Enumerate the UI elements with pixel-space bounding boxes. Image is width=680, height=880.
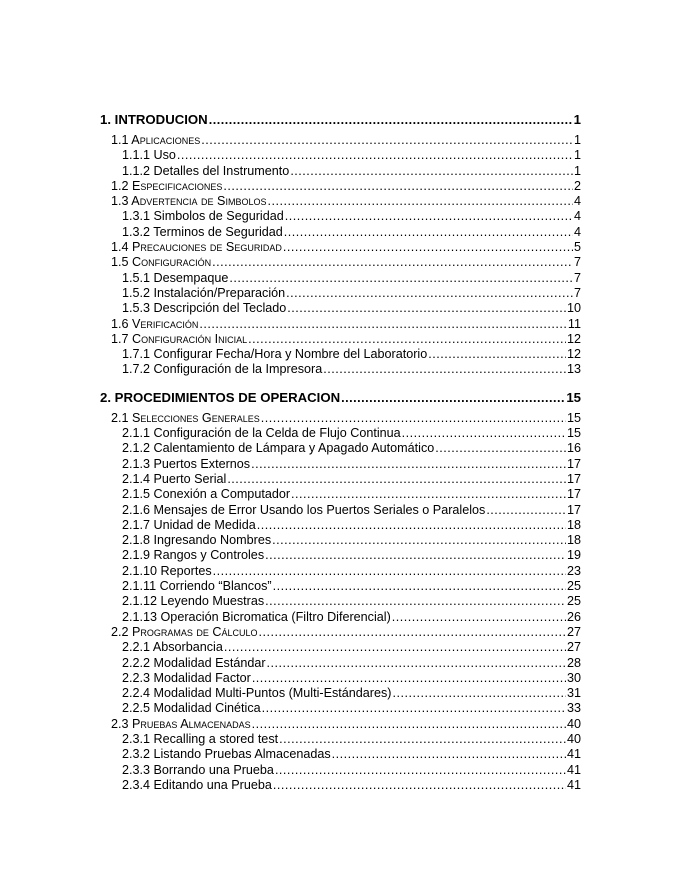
toc-subsection xyxy=(100,594,581,609)
toc-dot-leader xyxy=(213,564,566,579)
toc-page-number: 27 xyxy=(566,640,581,655)
toc-dot-leader xyxy=(285,209,573,224)
toc-dot-leader xyxy=(209,111,573,129)
toc-subsection xyxy=(100,472,581,487)
toc-dot-leader xyxy=(229,271,573,286)
toc-page-number: 17 xyxy=(566,471,581,486)
toc-dot-leader xyxy=(486,503,566,518)
toc-dot-leader xyxy=(332,747,566,762)
toc-entry-title: 1.7.2 Configuración de la Impresora xyxy=(122,362,323,377)
toc-entry-title: 2.1.7 Unidad de Medida xyxy=(122,517,256,532)
toc-page-number: 1 xyxy=(573,133,581,147)
toc-entry-title: 1.4 Precauciones de Seguridad xyxy=(111,240,282,255)
toc-subsection xyxy=(100,778,581,793)
toc-subsection xyxy=(100,579,581,594)
toc-entry-title: 1.2 Especificaciones xyxy=(111,178,223,193)
toc-section xyxy=(100,717,581,732)
toc-entry-title: 2.2.5 Modalidad Cinética xyxy=(122,701,261,716)
toc-subsection xyxy=(100,747,581,762)
toc-dot-leader xyxy=(287,301,566,316)
toc-entry-title: 2.1.8 Ingresando Nombres xyxy=(122,533,272,548)
toc-page-number: 26 xyxy=(566,609,581,624)
toc-dot-leader xyxy=(428,347,566,362)
toc-page-number: 41 xyxy=(566,777,581,792)
toc-page-number: 16 xyxy=(566,441,581,456)
toc-page-number: 1 xyxy=(573,148,581,163)
toc-entry-title: 2.1.6 Mensajes de Error Usando los Puertos Seriales o Paralelos xyxy=(122,502,486,517)
toc-subsection xyxy=(100,347,581,362)
toc-subsection xyxy=(100,686,581,701)
toc-page-number: 31 xyxy=(566,686,581,701)
toc-subsection xyxy=(100,732,581,747)
toc-page-number: 41 xyxy=(566,747,581,762)
toc-subsection xyxy=(100,610,581,625)
toc-dot-leader xyxy=(177,148,573,163)
toc-section xyxy=(100,317,581,332)
toc-entry-title: 1.1 Aplicaciones xyxy=(111,133,201,147)
toc-page-number: 40 xyxy=(566,716,581,731)
toc-page-number: 17 xyxy=(566,487,581,502)
toc-dot-leader xyxy=(392,610,566,625)
toc-dot-leader xyxy=(223,179,573,194)
toc-entry-title: 2.3 Pruebas Almacenadas xyxy=(111,716,251,731)
toc-section xyxy=(100,255,581,270)
toc-subsection xyxy=(100,426,581,441)
toc-dot-leader xyxy=(290,164,573,179)
toc-subsection xyxy=(100,164,581,179)
toc-page-number: 7 xyxy=(573,270,581,285)
toc-subsection xyxy=(100,209,581,224)
toc-subsection xyxy=(100,671,581,686)
toc-dot-leader xyxy=(262,701,566,716)
toc-page-number: 11 xyxy=(567,316,581,331)
toc-subsection xyxy=(100,286,581,301)
toc-dot-leader xyxy=(267,194,573,209)
toc-dot-leader xyxy=(227,472,566,487)
toc-subsection xyxy=(100,701,581,716)
toc-page-number: 17 xyxy=(566,456,581,471)
toc-entry-title: 2.2.2 Modalidad Estándar xyxy=(122,655,266,670)
toc-page-number: 10 xyxy=(566,301,581,316)
toc-subsection xyxy=(100,301,581,316)
toc-page-number: 15 xyxy=(566,389,581,405)
toc-entry-title: 2.1.11 Corriendo “Blancos” xyxy=(122,579,272,594)
toc-dot-leader xyxy=(257,518,566,533)
toc-page-number: 15 xyxy=(566,410,581,425)
toc-dot-leader xyxy=(402,426,566,441)
toc-page-number: 5 xyxy=(573,240,581,255)
toc-dot-leader xyxy=(252,671,566,686)
toc-page-number: 1 xyxy=(573,112,581,127)
toc-dot-leader xyxy=(259,625,566,640)
toc-entry-title: 2.3.4 Editando una Prueba xyxy=(122,777,272,792)
toc-dot-leader xyxy=(284,225,573,240)
toc-entry-title: 1.1.1 Uso xyxy=(122,148,176,163)
toc-entry-title: 2. PROCEDIMIENTOS DE OPERACION xyxy=(100,389,341,405)
toc-chapter xyxy=(100,111,581,129)
toc-section xyxy=(100,625,581,640)
toc-entry-title: 2.1.4 Puerto Serial xyxy=(122,471,227,486)
toc-page-number: 13 xyxy=(566,362,581,377)
toc-section xyxy=(100,411,581,426)
toc-entry-title: 2.2.4 Modalidad Multi-Puntos (Multi-Estándares) xyxy=(122,686,392,701)
toc-subsection xyxy=(100,225,581,240)
toc-subsection xyxy=(100,533,581,548)
toc-entry-title: 1.7 Configuración Inicial xyxy=(111,331,248,346)
toc-entry-title: 1.1.2 Detalles del Instrumento xyxy=(122,163,290,178)
toc-entry-title: 1.3.1 Simbolos de Seguridad xyxy=(122,209,284,224)
table-of-contents xyxy=(100,111,581,793)
toc-dot-leader xyxy=(267,656,566,671)
toc-dot-leader xyxy=(291,487,566,502)
toc-page-number: 4 xyxy=(573,224,581,239)
toc-page-number: 7 xyxy=(573,285,581,300)
toc-dot-leader xyxy=(341,389,565,407)
toc-entry-title: 2.2.1 Absorbancia xyxy=(122,640,223,655)
toc-dot-leader xyxy=(252,717,566,732)
toc-entry-title: 1.3 Advertencia de Simbolos xyxy=(111,194,267,209)
toc-entry-title: 1.6 Verificación xyxy=(111,316,199,331)
toc-page-number: 4 xyxy=(573,194,581,209)
toc-page-number: 4 xyxy=(573,209,581,224)
toc-entry-title: 2.3.2 Listando Pruebas Almacenadas xyxy=(122,747,331,762)
toc-page-number: 19 xyxy=(566,548,581,563)
toc-section xyxy=(100,194,581,209)
toc-entry-title: 2.1 Selecciones Generales xyxy=(111,410,260,425)
toc-dot-leader xyxy=(272,533,566,548)
toc-entry-title: 1.5.3 Descripción del Teclado xyxy=(122,301,287,316)
toc-entry-title: 2.1.2 Calentamiento de Lámpara y Apagado Automático xyxy=(122,441,435,456)
toc-section xyxy=(100,133,581,148)
toc-page-number: 7 xyxy=(573,255,581,270)
toc-subsection xyxy=(100,518,581,533)
toc-entry-title: 2.2 Programas de Cálculo xyxy=(111,624,258,639)
toc-page-number: 18 xyxy=(566,517,581,532)
toc-dot-leader xyxy=(265,594,566,609)
toc-dot-leader xyxy=(201,133,573,148)
toc-entry-title: 2.1.13 Operación Bicromatica (Filtro Diferencial) xyxy=(122,609,391,624)
toc-section xyxy=(100,179,581,194)
toc-dot-leader xyxy=(248,332,566,347)
toc-page-number: 30 xyxy=(566,670,581,685)
toc-entry-title: 2.1.12 Leyendo Muestras xyxy=(122,594,265,609)
toc-entry-title: 2.3.3 Borrando una Prueba xyxy=(122,762,274,777)
toc-dot-leader xyxy=(224,640,566,655)
toc-page-number: 17 xyxy=(566,502,581,517)
toc-dot-leader xyxy=(393,686,566,701)
toc-entry-title: 1.5.1 Desempaque xyxy=(122,270,229,285)
toc-dot-leader xyxy=(275,763,566,778)
toc-page-number: 12 xyxy=(566,347,581,362)
toc-dot-leader xyxy=(323,362,566,377)
toc-dot-leader xyxy=(435,441,566,456)
toc-subsection xyxy=(100,656,581,671)
toc-subsection xyxy=(100,548,581,563)
toc-entry-title: 2.1.5 Conexión a Computador xyxy=(122,487,291,502)
toc-entry-title: 2.1.9 Rangos y Controles xyxy=(122,548,265,563)
toc-dot-leader xyxy=(286,286,573,301)
toc-subsection xyxy=(100,487,581,502)
toc-dot-leader xyxy=(273,778,566,793)
toc-subsection xyxy=(100,271,581,286)
toc-section xyxy=(100,332,581,347)
toc-entry-title: 2.1.1 Configuración de la Celda de Flujo Continua xyxy=(122,426,401,441)
toc-entry-title: 2.1.3 Puertos Externos xyxy=(122,456,251,471)
toc-subsection xyxy=(100,503,581,518)
toc-dot-leader xyxy=(279,732,566,747)
toc-page-number: 18 xyxy=(566,533,581,548)
toc-page-number: 40 xyxy=(566,731,581,746)
toc-page-number: 27 xyxy=(566,624,581,639)
toc-section xyxy=(100,240,581,255)
toc-entry-title: 1.5 Configuración xyxy=(111,255,212,270)
toc-entry-title: 2.2.3 Modalidad Factor xyxy=(122,670,251,685)
toc-entry-title: 2.1.10 Reportes xyxy=(122,563,212,578)
toc-dot-leader xyxy=(212,255,573,270)
toc-page-number: 2 xyxy=(573,178,581,193)
toc-subsection xyxy=(100,441,581,456)
toc-page-number: 28 xyxy=(566,655,581,670)
toc-page-number: 25 xyxy=(566,594,581,609)
toc-page-number: 25 xyxy=(566,579,581,594)
toc-dot-leader xyxy=(251,457,566,472)
toc-subsection xyxy=(100,763,581,778)
toc-dot-leader xyxy=(283,240,573,255)
toc-chapter xyxy=(100,389,581,407)
toc-page-number: 23 xyxy=(566,563,581,578)
toc-page-number: 33 xyxy=(566,701,581,716)
toc-entry-title: 1.7.1 Configurar Fecha/Hora y Nombre del Laboratorio xyxy=(122,347,428,362)
toc-entry-title: 2.3.1 Recalling a stored test xyxy=(122,731,279,746)
toc-dot-leader xyxy=(273,579,566,594)
toc-page-number: 41 xyxy=(566,762,581,777)
toc-subsection xyxy=(100,362,581,377)
toc-page-number: 1 xyxy=(573,163,581,178)
toc-subsection xyxy=(100,640,581,655)
toc-entry-title: 1. INTRODUCION xyxy=(100,112,208,127)
toc-entry-title: 1.5.2 Instalación/Preparación xyxy=(122,285,286,300)
toc-dot-leader xyxy=(265,548,566,563)
toc-page-number: 12 xyxy=(566,331,581,346)
toc-dot-leader xyxy=(199,317,567,332)
toc-page-number: 15 xyxy=(566,426,581,441)
toc-subsection xyxy=(100,148,581,163)
toc-subsection xyxy=(100,564,581,579)
toc-entry-title: 1.3.2 Terminos de Seguridad xyxy=(122,224,283,239)
toc-dot-leader xyxy=(261,411,566,426)
toc-subsection xyxy=(100,457,581,472)
